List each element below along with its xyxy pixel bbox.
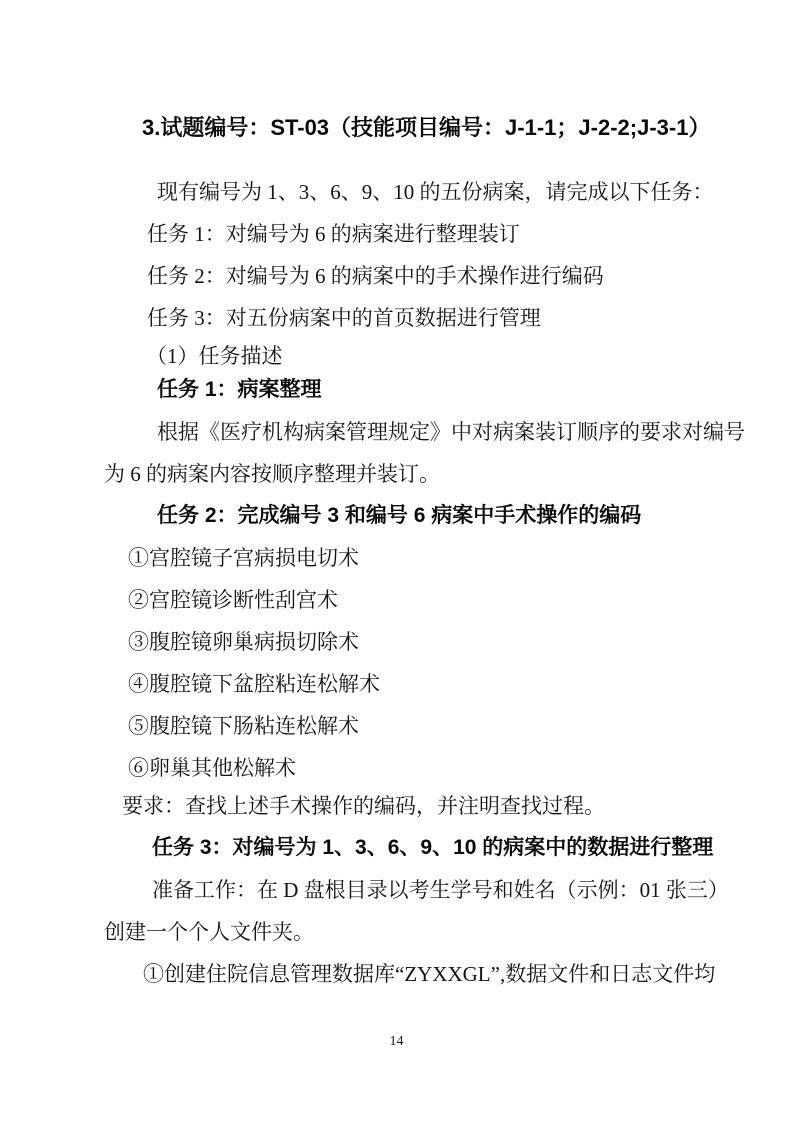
document-body bbox=[104, 0, 745, 995]
task1-heading: 任务 1：病案整理 bbox=[157, 378, 322, 401]
task2-heading: 任务 2：完成编号 3 和编号 6 病案中手术操作的编码 bbox=[157, 504, 642, 527]
intro-line: 现有编号为 1、3、6、9、10 的五份病案，请完成以下任务： bbox=[157, 180, 714, 204]
task-overview-line-2: 任务 2：对编号为 6 的病案中的手术操作进行编码 bbox=[147, 264, 604, 288]
task2-requirement: 要求：查找上述手术操作的编码，并注明查找过程。 bbox=[122, 794, 605, 818]
task3-prep-line-1: 准备工作：在 D 盘根目录以考生学号和姓名（示例：01 张三） bbox=[152, 878, 729, 902]
section-heading-task-description: （1）任务描述 bbox=[146, 344, 283, 368]
task3-item-1: ①创建住院信息管理数据库“ZYXXGL”,数据文件和日志文件均 bbox=[143, 962, 716, 986]
task3-prep-line-2: 创建一个个人文件夹。 bbox=[104, 920, 314, 944]
page-number: 14 bbox=[389, 1034, 404, 1049]
task1-body-line-2: 为 6 的病案内容按顺序整理并装订。 bbox=[104, 462, 440, 486]
task1-body-line-1: 根据《医疗机构病案管理规定》中对病案装订顺序的要求对编号 bbox=[157, 420, 745, 444]
page-title: 3.试题编号：ST-03（技能项目编号：J-1-1；J-2-2;J-3-1） bbox=[142, 115, 711, 140]
task2-item-6: ⑥卵巢其他松解术 bbox=[128, 756, 296, 780]
task-overview-line-1: 任务 1：对编号为 6 的病案进行整理装订 bbox=[147, 222, 520, 246]
task2-item-3: ③腹腔镜卵巢病损切除术 bbox=[128, 630, 359, 654]
task3-heading: 任务 3：对编号为 1、3、6、9、10 的病案中的数据进行整理 bbox=[152, 836, 714, 859]
task2-item-2: ②宫腔镜诊断性刮宫术 bbox=[128, 588, 338, 612]
task2-item-4: ④腹腔镜下盆腔粘连松解术 bbox=[128, 672, 380, 696]
task-overview-line-3: 任务 3：对五份病案中的首页数据进行管理 bbox=[147, 306, 541, 330]
task2-item-1: ①宫腔镜子宫病损电切术 bbox=[128, 546, 359, 570]
task2-item-5: ⑤腹腔镜下肠粘连松解术 bbox=[128, 714, 359, 738]
